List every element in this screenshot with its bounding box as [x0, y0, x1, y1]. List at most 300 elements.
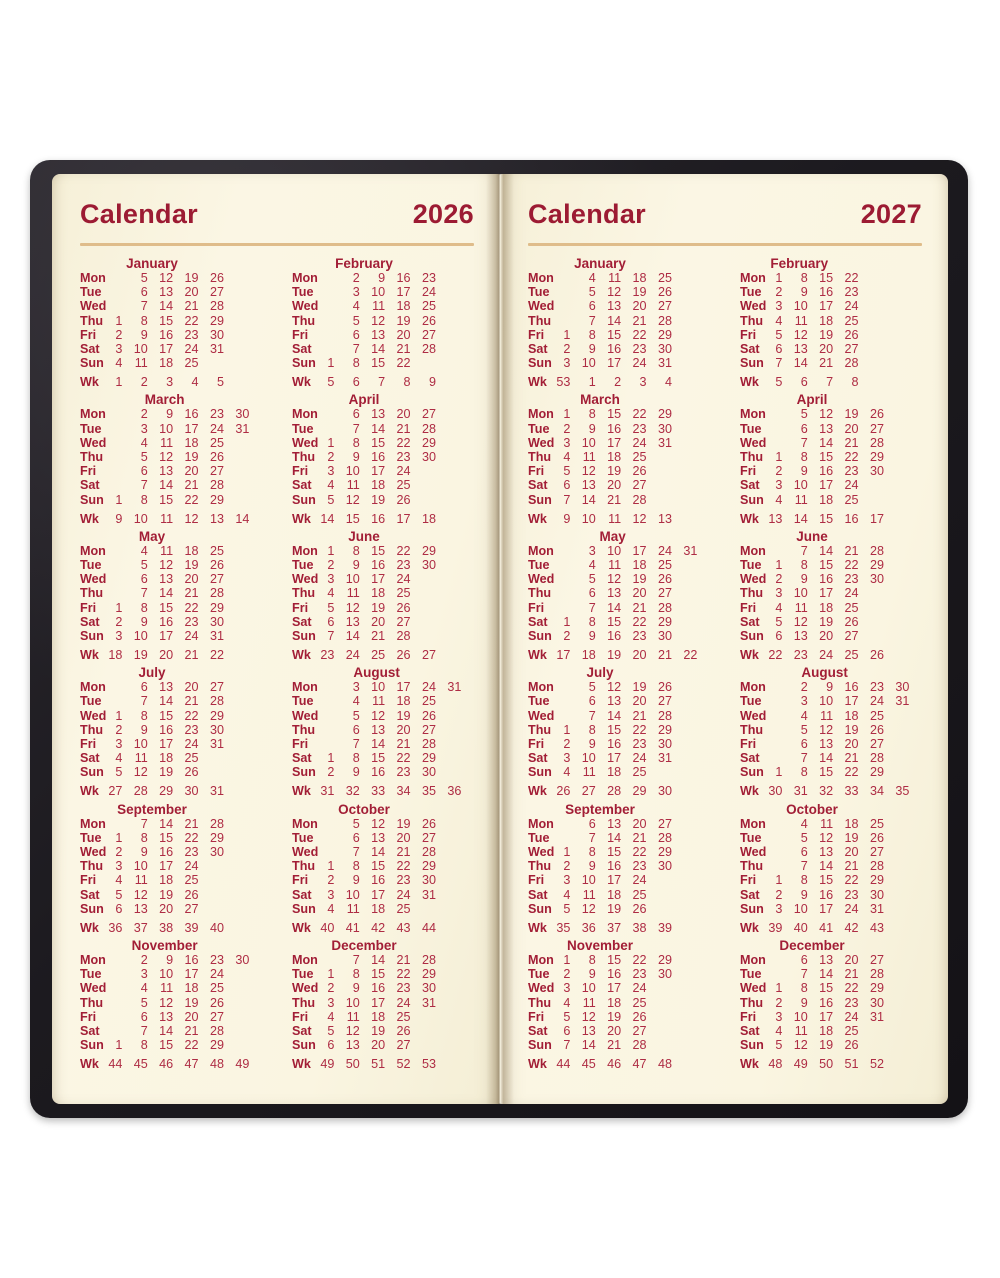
date-cell: 25 [209, 435, 224, 450]
date-cell: 6 [800, 844, 808, 859]
date-cell: 26 [632, 1009, 647, 1024]
date-cell: 17 [371, 887, 386, 902]
day-row-tue [740, 558, 884, 572]
date-cell: 16 [371, 873, 386, 888]
month-september [80, 802, 224, 936]
date-cell: 15 [159, 600, 174, 615]
date-cell: 11 [582, 765, 596, 780]
date-cell: 29 [869, 873, 884, 888]
week-number-cell: 13 [768, 511, 783, 526]
week-number-cell: 35 [895, 784, 910, 799]
date-cell: 12 [345, 1023, 360, 1038]
date-cell: 26 [869, 407, 884, 422]
week-label: Wk [292, 1057, 311, 1072]
date-cell [411, 493, 436, 507]
date-cell: 1 [775, 873, 783, 888]
date-cell: 4 [563, 449, 571, 464]
date-cell: 1 [563, 952, 571, 967]
week-label: Wk [740, 920, 759, 935]
date-cell: 2 [115, 844, 123, 859]
months-grid-2026 [80, 256, 474, 1074]
date-cell: 11 [608, 557, 622, 572]
date-cell: 13 [607, 694, 622, 709]
date-cell: 1 [115, 313, 123, 328]
day-row-sat [740, 888, 884, 902]
week-number-cell: 11 [608, 511, 622, 526]
week-number-cell: 17 [556, 648, 571, 663]
date-cell: 7 [775, 356, 783, 371]
day-label: Sun [80, 492, 104, 507]
date-cell: 19 [184, 995, 199, 1010]
day-label: Mon [292, 680, 318, 695]
date-cell: 5 [800, 722, 808, 737]
date-cell [757, 751, 782, 765]
week-number-row [80, 512, 249, 526]
day-row-tue [528, 831, 672, 845]
date-cell: 3 [588, 543, 596, 558]
date-cell: 12 [159, 271, 174, 285]
day-row-tue [740, 422, 884, 436]
week-number-cell: 32 [819, 784, 834, 799]
week-number-cell: 52 [396, 1057, 411, 1072]
date-cell: 3 [140, 421, 148, 436]
date-cell: 21 [184, 299, 199, 314]
day-row-fri [80, 601, 224, 615]
date-cell: 5 [563, 1009, 571, 1024]
date-cell [97, 464, 122, 478]
date-cell: 16 [184, 952, 199, 967]
day-label: Thu [740, 722, 764, 737]
date-cell: 12 [159, 557, 174, 572]
day-row-thu [80, 450, 249, 464]
date-cell: 22 [396, 751, 411, 766]
date-cell: 14 [371, 952, 386, 967]
date-cell: 27 [421, 327, 436, 342]
date-cell: 11 [582, 887, 596, 902]
date-cell: 10 [793, 299, 808, 314]
date-cell: 25 [844, 600, 859, 615]
week-number-row [292, 784, 461, 798]
date-cell: 8 [352, 859, 360, 874]
date-cell: 19 [607, 1009, 622, 1024]
day-row-sun [740, 493, 884, 507]
day-label: Fri [740, 873, 757, 888]
date-cell: 15 [607, 722, 622, 737]
date-cell [309, 737, 334, 751]
date-cell: 19 [371, 600, 386, 615]
date-cell: 22 [396, 967, 411, 982]
date-cell: 16 [607, 736, 622, 751]
date-cell: 5 [800, 830, 808, 845]
date-cell: 4 [563, 765, 571, 780]
date-cell: 1 [115, 1038, 123, 1053]
day-label: Tue [80, 694, 102, 709]
date-cell: 19 [632, 285, 647, 300]
date-cell: 13 [371, 722, 386, 737]
date-cell: 4 [800, 816, 808, 831]
day-label: Mon [740, 271, 766, 285]
week-number-cell: 18 [581, 648, 596, 663]
day-row-mon [740, 407, 884, 421]
day-row-wed [528, 299, 672, 313]
date-cell: 2 [775, 285, 783, 300]
date-cell: 25 [632, 765, 647, 780]
date-cell: 23 [396, 981, 411, 996]
week-number-cell: 19 [607, 648, 622, 663]
day-row-wed [80, 299, 224, 313]
date-cell: 23 [396, 557, 411, 572]
date-cell: 11 [160, 981, 174, 996]
week-number-cell: 10 [581, 511, 596, 526]
day-row-fri [80, 737, 224, 751]
date-cell: 29 [869, 449, 884, 464]
day-row-wed [528, 572, 697, 586]
date-cell: 1 [115, 708, 123, 723]
date-cell [859, 1024, 884, 1038]
week-number-cell: 51 [371, 1057, 386, 1072]
date-cell: 7 [563, 492, 571, 507]
date-cell: 21 [184, 694, 199, 709]
date-cell: 24 [184, 628, 199, 643]
day-row-tue [528, 967, 672, 981]
date-cell: 4 [327, 586, 335, 601]
date-cell: 15 [819, 271, 834, 285]
date-cell: 6 [115, 901, 123, 916]
date-cell [436, 765, 461, 779]
day-label: Wed [740, 299, 767, 314]
month-july [528, 665, 672, 799]
week-number-cell: 32 [345, 784, 360, 799]
date-cell: 1 [327, 859, 335, 874]
date-cell [884, 765, 909, 779]
date-cell: 13 [371, 830, 386, 845]
day-row-sun [80, 493, 249, 507]
date-cell: 3 [563, 435, 571, 450]
week-number-row [292, 921, 436, 935]
date-cell: 16 [819, 572, 834, 587]
day-label: Thu [292, 859, 316, 874]
day-label: Wed [292, 708, 319, 723]
date-cell [411, 478, 436, 492]
month-january [80, 256, 224, 390]
day-label: Mon [80, 816, 106, 831]
date-cell: 28 [657, 600, 672, 615]
date-cell: 26 [869, 722, 884, 737]
week-number-row [528, 1057, 672, 1071]
date-cell: 26 [421, 708, 436, 723]
date-cell: 8 [800, 271, 808, 285]
page-header-2026 [80, 198, 474, 230]
date-cell: 5 [775, 614, 783, 629]
day-label: Wed [740, 708, 767, 723]
date-cell: 30 [421, 765, 436, 780]
date-cell: 12 [793, 614, 808, 629]
date-cell: 24 [844, 478, 859, 493]
date-cell: 25 [209, 981, 224, 996]
date-cell: 24 [209, 967, 224, 982]
date-cell: 6 [352, 407, 360, 422]
date-cell [672, 586, 697, 600]
day-label: Tue [528, 830, 550, 845]
date-cell: 14 [159, 816, 174, 831]
date-cell: 21 [184, 816, 199, 831]
month-may [80, 529, 224, 663]
date-cell: 10 [133, 628, 148, 643]
week-label: Wk [80, 648, 99, 663]
week-number-cell: 6 [800, 375, 808, 390]
date-cell: 11 [372, 694, 386, 709]
week-number-cell: 21 [184, 648, 199, 663]
date-cell: 28 [657, 708, 672, 723]
date-cell: 13 [793, 628, 808, 643]
day-row-fri [292, 601, 436, 615]
date-cell: 3 [563, 981, 571, 996]
day-label: Thu [80, 722, 104, 737]
day-label: Sat [292, 1023, 312, 1038]
day-row-mon [292, 544, 436, 558]
date-cell: 14 [371, 341, 386, 356]
day-row-tue [528, 558, 697, 572]
date-cell [411, 1010, 436, 1024]
day-row-tue [292, 558, 436, 572]
date-cell: 11 [134, 751, 148, 766]
date-cell: 27 [421, 722, 436, 737]
date-cell: 4 [800, 708, 808, 723]
date-cell: 12 [371, 313, 386, 328]
date-cell: 13 [819, 421, 834, 436]
date-cell: 8 [588, 327, 596, 342]
date-cell: 24 [844, 586, 859, 601]
date-cell: 3 [327, 887, 335, 902]
week-number-cell: 20 [159, 648, 174, 663]
date-cell: 27 [869, 736, 884, 751]
date-cell: 26 [657, 285, 672, 300]
day-label: Sun [528, 356, 552, 371]
day-row-sun [292, 765, 461, 779]
date-cell [436, 709, 461, 723]
date-cell: 27 [209, 1009, 224, 1024]
date-cell: 28 [869, 435, 884, 450]
date-cell: 17 [396, 680, 411, 695]
date-cell: 13 [371, 327, 386, 342]
day-label: Wed [80, 708, 107, 723]
date-cell [224, 478, 249, 492]
week-number-cell: 49 [235, 1057, 250, 1072]
date-cell: 5 [140, 449, 148, 464]
date-cell [411, 1024, 436, 1038]
date-cell: 13 [371, 407, 386, 422]
date-cell: 5 [352, 708, 360, 723]
week-number-cell: 45 [581, 1057, 596, 1072]
date-cell: 1 [327, 967, 335, 982]
date-cell: 22 [396, 356, 411, 371]
day-row-thu [528, 723, 672, 737]
date-cell: 13 [819, 736, 834, 751]
date-cell: 20 [396, 407, 411, 422]
date-cell: 28 [421, 341, 436, 356]
date-cell: 12 [607, 285, 622, 300]
date-cell: 25 [844, 313, 859, 328]
date-cell: 30 [657, 859, 672, 874]
week-number-cell: 24 [345, 648, 360, 663]
day-label: Sat [292, 887, 312, 902]
week-number-row [292, 375, 436, 389]
date-cell [436, 751, 461, 765]
date-cell [411, 464, 436, 478]
date-cell [224, 464, 249, 478]
date-cell: 7 [140, 586, 148, 601]
date-cell: 30 [421, 873, 436, 888]
day-label: Wed [528, 435, 555, 450]
day-row-sat [292, 342, 436, 356]
week-label: Wk [292, 511, 311, 526]
month-name: July [586, 665, 614, 681]
date-cell: 10 [581, 751, 596, 766]
month-name: March [580, 392, 620, 408]
date-cell: 24 [869, 694, 884, 709]
day-row-thu [528, 859, 672, 873]
day-row-mon [740, 680, 909, 694]
week-number-cell: 1 [588, 375, 596, 390]
day-row-sun [528, 1038, 672, 1052]
date-cell: 2 [140, 952, 148, 967]
week-number-cell: 25 [844, 648, 859, 663]
week-number-cell: 2 [614, 375, 622, 390]
day-row-wed [528, 709, 672, 723]
day-row-fri [292, 328, 436, 342]
month-april [740, 392, 884, 526]
day-row-tue [740, 285, 859, 299]
week-number-cell: 31 [320, 784, 335, 799]
month-october [292, 802, 436, 936]
day-label: Fri [528, 600, 545, 615]
day-label: Fri [80, 327, 97, 342]
date-cell: 24 [396, 887, 411, 902]
date-cell: 25 [184, 356, 199, 371]
date-cell: 20 [632, 299, 647, 314]
month-name: June [796, 528, 828, 544]
date-cell: 5 [775, 1038, 783, 1053]
date-cell: 1 [563, 844, 571, 859]
date-cell: 7 [140, 299, 148, 314]
day-row-thu [740, 723, 909, 737]
day-label: Wed [740, 981, 767, 996]
date-cell: 25 [869, 816, 884, 831]
day-label: Mon [528, 271, 554, 285]
date-cell: 20 [819, 628, 834, 643]
week-number-cell: 9 [563, 511, 571, 526]
date-cell: 19 [844, 407, 859, 422]
date-cell: 24 [632, 873, 647, 888]
date-cell: 2 [775, 464, 783, 479]
date-cell: 22 [632, 614, 647, 629]
day-label: Wed [740, 844, 767, 859]
date-cell [859, 1038, 884, 1052]
date-cell: 29 [209, 708, 224, 723]
date-cell: 27 [209, 680, 224, 695]
date-cell: 26 [209, 995, 224, 1010]
date-cell: 15 [371, 751, 386, 766]
date-cell: 25 [869, 708, 884, 723]
date-cell: 22 [844, 765, 859, 780]
week-number-cell: 9 [115, 511, 123, 526]
date-cell: 27 [396, 614, 411, 629]
date-cell: 28 [421, 952, 436, 967]
day-row-sat [528, 751, 672, 765]
day-label: Fri [292, 327, 309, 342]
date-cell: 24 [396, 572, 411, 587]
date-cell: 10 [581, 356, 596, 371]
day-row-tue [292, 694, 461, 708]
date-cell: 27 [209, 572, 224, 587]
week-number-cell: 7 [826, 375, 834, 390]
date-cell: 18 [632, 557, 647, 572]
day-row-sat [528, 478, 672, 492]
date-cell: 25 [844, 492, 859, 507]
week-number-cell: 42 [844, 920, 859, 935]
date-cell: 9 [588, 341, 596, 356]
week-number-cell: 15 [345, 511, 360, 526]
date-cell: 16 [819, 464, 834, 479]
date-cell: 10 [793, 901, 808, 916]
date-cell: 1 [327, 543, 335, 558]
week-number-cell: 22 [209, 648, 224, 663]
week-number-cell: 15 [819, 511, 834, 526]
date-cell: 10 [133, 341, 148, 356]
date-cell: 17 [159, 628, 174, 643]
week-number-cell: 20 [632, 648, 647, 663]
date-cell: 22 [632, 844, 647, 859]
day-label: Sat [528, 341, 548, 356]
date-cell: 2 [563, 859, 571, 874]
week-number-cell: 43 [396, 920, 411, 935]
date-cell: 3 [800, 694, 808, 709]
date-cell [859, 493, 884, 507]
date-cell: 29 [209, 492, 224, 507]
day-label: Tue [528, 557, 550, 572]
day-label: Mon [80, 407, 106, 422]
day-row-mon [80, 271, 224, 285]
date-cell [647, 1038, 672, 1052]
date-cell: 16 [607, 421, 622, 436]
date-cell [411, 586, 436, 600]
day-label: Fri [740, 327, 757, 342]
day-label: Sun [80, 765, 104, 780]
date-cell: 4 [140, 543, 148, 558]
year-label: 2026 [412, 199, 474, 229]
date-cell [309, 328, 334, 342]
date-cell: 12 [159, 449, 174, 464]
date-cell: 18 [371, 1009, 386, 1024]
date-cell: 3 [327, 572, 335, 587]
day-row-sun [528, 629, 697, 643]
date-cell: 21 [396, 952, 411, 967]
date-cell: 18 [184, 981, 199, 996]
date-cell: 19 [371, 492, 386, 507]
week-number-cell: 34 [396, 784, 411, 799]
date-cell: 17 [371, 995, 386, 1010]
week-number-cell: 13 [657, 511, 672, 526]
day-label: Sun [292, 628, 316, 643]
day-row-sun [528, 765, 672, 779]
date-cell: 7 [352, 952, 360, 967]
date-cell: 5 [140, 271, 148, 285]
date-cell: 27 [844, 628, 859, 643]
date-cell: 23 [632, 967, 647, 982]
month-name: October [786, 801, 838, 817]
date-cell: 8 [800, 765, 808, 780]
date-cell: 9 [352, 449, 360, 464]
